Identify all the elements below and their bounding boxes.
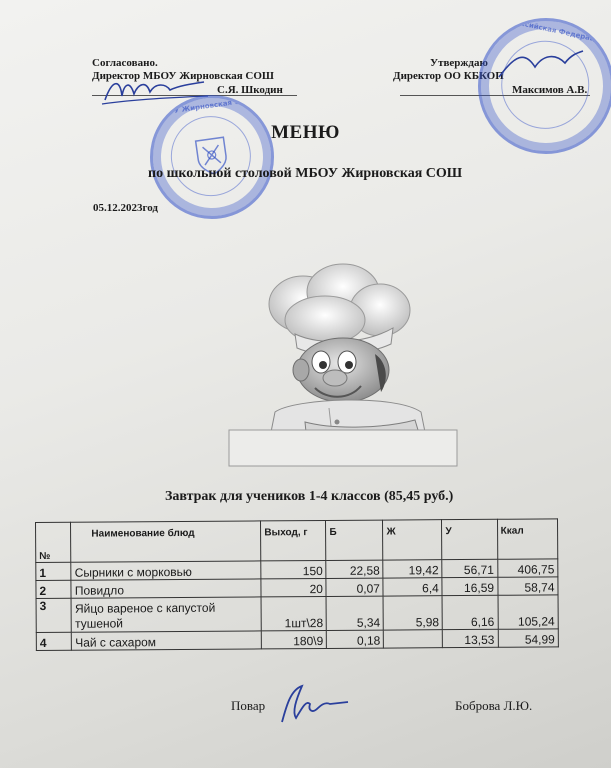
row-name: Повидло [71,579,261,598]
table-row [36,595,558,633]
signature-right-icon [495,45,585,85]
approval-left-line1: Согласовано. [92,57,158,69]
row-kcal: 406,75 [497,559,558,577]
row-num: 3 [36,598,72,632]
row-zh: 6,4 [383,578,442,596]
row-kcal: 105,24 [498,595,559,629]
row-b: 0,18 [327,630,384,648]
cook-label: Повар [231,698,266,713]
row-name-line1: Яйцо вареное с капустой [74,600,216,616]
row-b: 0,07 [326,578,383,596]
row-u: 56,71 [442,559,497,577]
approval-right-name: Максимов А.В. [512,84,588,96]
chef-illustration-icon [225,262,465,474]
col-header-name-label: Наименование блюд [91,527,195,540]
table-row [36,629,558,651]
row-num: 4 [36,632,71,650]
stamp-right-text: Российская Федерация [510,17,605,46]
row-u: 16,59 [442,577,497,595]
row-yield: 180\9 [262,630,327,648]
row-num: 2 [36,580,71,598]
row-zh [384,630,443,648]
approval-left-name: С.Я. Шкодин [217,84,283,96]
menu-date: 05.12.2023год [93,202,158,214]
cook-name: Боброва Л.Ю. [455,698,533,713]
row-yield: 20 [261,578,326,596]
row-u: 13,53 [443,629,498,647]
col-header-name [71,521,261,562]
row-name: Сырники с морковью [71,561,261,580]
stamp-left-text: МБОУ Жирновская СОШ [155,95,255,118]
meal-title: Завтрак для учеников 1-4 классов (85,45 руб.) [165,489,454,504]
approval-right-line2: Директор ОО КБКОП [393,70,504,82]
page-subtitle: по школьной столовой МБОУ Жирновская СОШ [148,166,463,181]
col-header-yield: Выход, г [261,520,326,560]
row-yield: 1шт\28 [261,596,326,630]
col-header-zh: Ж [383,520,442,560]
row-u: 6,16 [442,595,497,629]
table-header-row [36,519,558,563]
row-name: Чай с сахаром [72,631,262,650]
col-header-u: У [442,519,497,559]
row-b: 22,58 [326,560,383,578]
col-header-num: № [36,522,72,562]
row-b: 5,34 [326,596,383,630]
row-name [71,597,261,632]
row-kcal: 58,74 [497,577,558,595]
row-zh: 5,98 [383,596,442,630]
row-zh: 19,42 [383,560,442,578]
cook-signature-icon [272,678,352,728]
approval-left-line2: Директор МБОУ Жирновская СОШ [92,70,275,82]
menu-table [35,518,559,651]
col-header-b: Б [326,520,383,560]
row-yield: 150 [261,560,326,578]
row-num: 1 [36,562,71,580]
approval-right-line1: Утверждаю [430,57,488,69]
row-name-line2: тушеной [74,616,124,631]
page-title: МЕНЮ [271,122,340,143]
stamp-left-seal-icon [142,87,282,227]
col-header-kcal: Ккал [497,519,558,559]
row-kcal: 54,99 [498,629,559,647]
